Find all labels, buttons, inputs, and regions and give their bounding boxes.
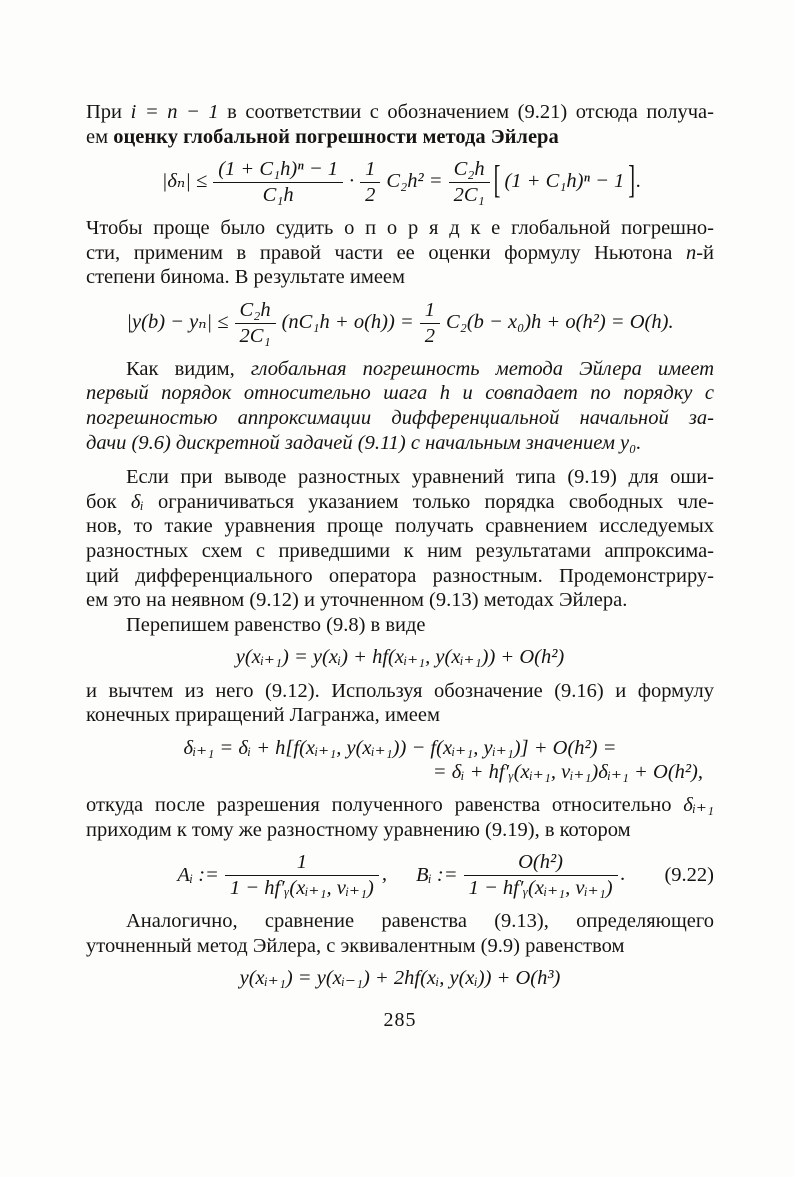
text-segment: конечных приращений Лагранжа, имеем bbox=[86, 704, 440, 727]
paragraph-resolve-delta bbox=[86, 793, 714, 842]
fraction bbox=[235, 299, 276, 348]
paragraph-refined-euler bbox=[86, 909, 714, 958]
equation-line bbox=[86, 737, 714, 761]
paragraph-gap bbox=[86, 455, 714, 465]
math-token: (nC₁h + o(h)) = bbox=[281, 311, 414, 334]
text-segment: При bbox=[86, 101, 131, 123]
fraction bbox=[225, 851, 379, 900]
text-segment: приходим к тому же разностному уравнению (9.19), в котором bbox=[86, 818, 631, 841]
math-token: . bbox=[620, 863, 626, 886]
text-segment: бок bbox=[86, 490, 131, 513]
italic-segment: глобальная погрешность метода Эйлера имеет bbox=[250, 357, 714, 380]
text-line bbox=[86, 539, 714, 564]
fraction bbox=[360, 158, 380, 207]
paragraph-rewrite-9-8 bbox=[86, 613, 714, 638]
fraction bbox=[213, 158, 343, 207]
text-segment: и вычтем из него (9.12). Используя обозначение (9.16) и формулу bbox=[86, 679, 714, 702]
text-line bbox=[86, 100, 714, 125]
text-line bbox=[86, 679, 714, 704]
inline-math: δᵢ bbox=[130, 490, 144, 513]
page-number: 285 bbox=[383, 1009, 417, 1032]
fraction bbox=[420, 299, 440, 348]
math-token: Bᵢ := bbox=[416, 863, 458, 886]
text-line bbox=[86, 588, 714, 613]
text-line bbox=[86, 465, 714, 490]
text-line bbox=[86, 357, 714, 382]
math-token: . bbox=[636, 170, 642, 193]
italic-segment: первый порядок относительно шага h и совпадает по порядку с bbox=[86, 382, 714, 405]
text-line bbox=[86, 613, 714, 638]
text-line bbox=[86, 793, 714, 818]
fraction-numerator: 1 bbox=[360, 158, 380, 183]
math-token: = δᵢ + hf′ᵧ(xᵢ₊₁, vᵢ₊₁)δᵢ₊₁ + O(h²), bbox=[432, 760, 703, 783]
text-line bbox=[86, 241, 714, 266]
text-line bbox=[86, 381, 714, 406]
fraction-numerator: (1 + C₁h)ⁿ − 1 bbox=[213, 158, 343, 183]
fraction-denominator: C₁h bbox=[262, 184, 294, 207]
text-line bbox=[86, 514, 714, 539]
math-token: Aᵢ := bbox=[177, 863, 219, 886]
fraction-denominator: 2C₁ bbox=[453, 184, 485, 207]
right-bracket: ] bbox=[628, 160, 636, 203]
text-segment: ограничиваться указанием только порядка свободных чле- bbox=[143, 490, 714, 513]
left-bracket: [ bbox=[493, 160, 501, 203]
rewritten-equation-9-8 bbox=[86, 646, 714, 670]
paragraph-conclusion-italic bbox=[86, 357, 714, 455]
fraction bbox=[449, 158, 490, 207]
fraction-numerator: C₂h bbox=[449, 158, 490, 183]
text-line bbox=[86, 818, 714, 843]
text-segment: ем это на неявном (9.12) и уточненном (9.13) методах Эйлера. bbox=[86, 589, 628, 612]
text-line bbox=[86, 934, 714, 959]
fraction-numerator: 1 bbox=[225, 851, 379, 876]
fraction-denominator: 2C₁ bbox=[239, 324, 271, 347]
equation-line bbox=[86, 761, 714, 785]
text-segment: ем bbox=[86, 125, 114, 148]
global-error-estimate-equation bbox=[86, 158, 714, 207]
math-token: |y(b) − yₙ| ≤ bbox=[126, 311, 229, 334]
inline-math: δᵢ₊₁ bbox=[683, 794, 714, 817]
text-line bbox=[86, 703, 714, 728]
math-token: |δₙ| ≤ bbox=[161, 170, 208, 193]
text-line bbox=[86, 909, 714, 934]
text-segment: уточненный метод Эйлера, с эквивалентным (9.9) равенством bbox=[86, 934, 625, 957]
fraction-denominator: 2 bbox=[365, 184, 376, 207]
math-token: y(xᵢ₊₁) = y(xᵢ) + hf(xᵢ₊₁, y(xᵢ₊₁)) + O(h²) bbox=[235, 646, 565, 669]
text-segment: нов, то такие уравнения проще получать сравнением исследуемых bbox=[86, 515, 714, 538]
equation-9-22 bbox=[86, 851, 714, 900]
text-segment: Перепишем равенство (9.8) в виде bbox=[126, 613, 426, 636]
page-content bbox=[86, 100, 714, 1032]
fraction-numerator: 1 bbox=[420, 299, 440, 324]
text-segment: разностных схем с приведшими к ним результатами аппроксима- bbox=[86, 539, 714, 562]
math-token: · bbox=[349, 170, 355, 193]
math-token: δᵢ₊₁ = δᵢ + h[f(xᵢ₊₁, y(xᵢ₊₁)) − f(xᵢ₊₁, yᵢ₊₁)] + O(h²) = bbox=[183, 737, 617, 760]
text-line bbox=[86, 216, 714, 241]
text-segment: Чтобы проще было судить о п о р я д к е глобальной погрешно- bbox=[86, 217, 714, 240]
delta-recurrence-equation bbox=[86, 737, 714, 784]
math-token: , bbox=[381, 863, 387, 886]
paragraph-newton-binomial bbox=[86, 216, 714, 290]
text-line bbox=[86, 406, 714, 431]
text-segment: Если при выводе разностных уравнений типа (9.19) для оши- bbox=[126, 466, 714, 489]
fraction-denominator: 1 − hf′ᵧ(xᵢ₊₁, vᵢ₊₁) bbox=[468, 877, 613, 900]
text-segment: откуда после разрешения полученного равенства относительно bbox=[86, 794, 684, 817]
paragraph-lagrange bbox=[86, 679, 714, 728]
inline-math: i = n − 1 bbox=[130, 101, 219, 123]
math-token: y(xᵢ₊₁) = y(xᵢ₋₁) + 2hf(xᵢ, y(xᵢ)) + O(h³) bbox=[239, 967, 561, 990]
math-token: (1 + C₁h)ⁿ − 1 bbox=[504, 170, 625, 193]
math-token: C₂h² = bbox=[386, 170, 443, 193]
text-segment: сти, применим в правой части ее оценки формулу Ньютона bbox=[86, 241, 686, 264]
fraction-numerator: C₂h bbox=[235, 299, 276, 324]
text-line bbox=[86, 265, 714, 290]
italic-segment: дачи (9.6) дискретной задачей (9.11) с начальным значением y₀. bbox=[86, 431, 642, 454]
text-segment: в соответствии с обозначением (9.21) отсюда получа- bbox=[218, 101, 714, 123]
inline-math: n bbox=[685, 241, 697, 264]
text-line bbox=[86, 431, 714, 456]
text-segment: -й bbox=[696, 241, 714, 264]
refined-euler-equivalent-equation bbox=[86, 967, 714, 991]
text-segment: Аналогично, сравнение равенства (9.13), определяющего bbox=[126, 910, 714, 933]
text-line bbox=[86, 564, 714, 589]
math-token: C₂(b − x₀)h + o(h²) = O(h). bbox=[446, 311, 674, 334]
fraction-denominator: 1 − hf′ᵧ(xᵢ₊₁, vᵢ₊₁) bbox=[229, 877, 374, 900]
text-segment: ций дифференциального оператора разностным. Продемонстриру- bbox=[86, 564, 714, 587]
italic-segment: погрешностью аппроксимации дифференциальной начальной за- bbox=[86, 406, 714, 429]
text-segment: Как видим, bbox=[126, 357, 251, 380]
paragraph-difference-schemes bbox=[86, 465, 714, 613]
order-of-error-equation bbox=[86, 299, 714, 348]
fraction-numerator: O(h²) bbox=[464, 851, 618, 876]
paragraph-euler-global-error-intro bbox=[86, 100, 714, 149]
equation-number: (9.22) bbox=[664, 864, 714, 887]
text-segment: степени бинома. В результате имеем bbox=[86, 266, 405, 289]
text-line bbox=[86, 490, 714, 515]
fraction-denominator: 2 bbox=[424, 324, 436, 347]
text-line bbox=[86, 125, 714, 150]
bold-term-global-error: оценку глобальной погрешности метода Эйлера bbox=[113, 125, 559, 148]
fraction bbox=[464, 851, 618, 900]
